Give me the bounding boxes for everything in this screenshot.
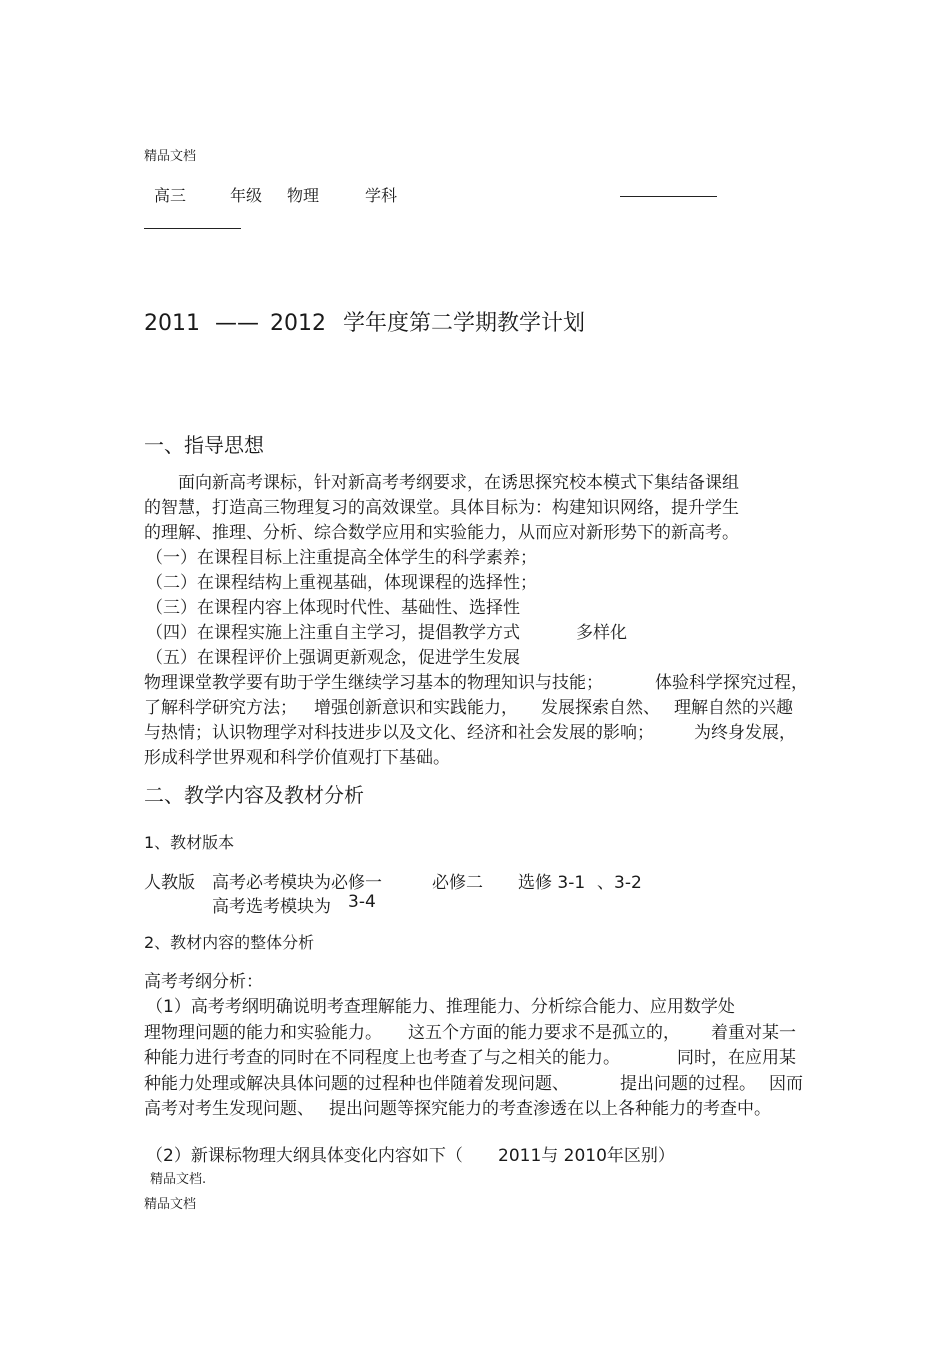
analysis-p1-seg: 种能力处理或解决具体问题的过程种也伴随着发现问题、 <box>144 1074 569 1094</box>
blank-line-date <box>144 228 241 229</box>
subject-label: 学科 <box>365 186 398 205</box>
analysis-p1-seg: 同时，在应用某 <box>677 1048 796 1068</box>
section1-para2-seg: 物理课堂教学要有助于学生继续学习基本的物理知识与技能； <box>144 673 603 693</box>
section1-para2-seg: 形成科学世界观和科学价值观打下基础。 <box>144 748 450 768</box>
analysis-p1-seg: 提出问题的过程。 <box>620 1074 756 1094</box>
optional-modules-value: 3-4 <box>348 892 376 912</box>
title-text: 学年度第二学期教学计划 <box>343 311 586 336</box>
section1-item-4: （四）在课程实施上注重自主学习，提倡教学方式 <box>146 623 520 643</box>
section1-item-1: （一）在课程目标上注重提高全体学生的科学素养； <box>146 548 537 568</box>
section1-heading: 一、指导思想 <box>144 433 264 457</box>
watermark-bottom: 精品文档 <box>144 1197 197 1212</box>
section1-para2-seg: 了解科学研究方法； <box>144 698 297 718</box>
document-title <box>144 306 585 337</box>
title-year-start: 2011 <box>144 311 200 336</box>
section1-para2-seg: 理解自然的兴趣 <box>674 698 793 718</box>
section1-item-5: （五）在课程评价上强调更新观念，促进学生发展 <box>146 648 520 668</box>
analysis-p1-seg: 着重对某一 <box>711 1023 796 1043</box>
analysis-p1-seg: 这五个方面的能力要求不是孤立的， <box>408 1023 680 1043</box>
section1-para-line: 的理解、推理、分析、综合数学应用和实验能力，从而应对新形势下的新高考。 <box>144 523 739 543</box>
grade-value: 高三 <box>154 186 187 205</box>
elective-modules: 选修 3-1 <box>518 873 586 893</box>
analysis-p1-seg: 理物理问题的能力和实验能力。 <box>144 1023 382 1043</box>
section1-para2-seg: 增强创新意识和实践能力， <box>314 698 518 718</box>
title-dash: —— <box>215 311 259 336</box>
analysis-p1-seg: 高考对考生发现问题、 <box>144 1099 314 1119</box>
analysis-p1-seg: 因而 <box>769 1074 803 1094</box>
watermark-top: 精品文档 <box>144 149 197 164</box>
section1-para2-seg: 发展探索自然、 <box>541 698 660 718</box>
textbook-edition: 人教版 <box>144 873 195 893</box>
grade-label: 年级 <box>230 186 263 205</box>
elective-modules-2: 、3-2 <box>597 873 642 893</box>
analysis-p2: （2）新课标物理大纲具体变化内容如下（ <box>146 1146 463 1166</box>
analysis-p1-seg: （1）高考考纲明确说明考查理解能力、推理能力、分析综合能力、应用数学处 <box>146 997 735 1017</box>
section2-heading: 二、教学内容及教材分析 <box>144 783 364 807</box>
section1-item-4-tail: 多样化 <box>576 623 627 643</box>
section2-sub1: 1、教材版本 <box>144 833 235 852</box>
title-year-end: 2012 <box>270 311 326 336</box>
section1-para2-seg: 体验科学探究过程， <box>655 673 808 693</box>
section1-para2-seg: 与热情；认识物理学对科技进步以及文化、 <box>144 723 467 743</box>
section1-item-2: （二）在课程结构上重视基础，体现课程的选择性； <box>146 573 537 593</box>
required-modules: 高考必考模块为必修一 <box>212 873 382 893</box>
section1-item-3: （三）在课程内容上体现时代性、基础性、选择性 <box>146 598 520 618</box>
analysis-p1-seg: 种能力进行考查的同时在不同程度上也考查了与之相关的能力。 <box>144 1048 620 1068</box>
footer-note: 精品文档. <box>150 1172 207 1187</box>
section1-para-line: 面向新高考课标，针对新高考考纲要求，在诱思探究校本模式下集结备课组 <box>178 473 739 493</box>
analysis-p1-seg: 提出问题等探究能力的考查渗透在以上各种能力的考查中。 <box>329 1099 771 1119</box>
section1-para-line: 的智慧，打造高三物理复习的高效课堂。具体目标为：构建知识网络，提升学生 <box>144 498 739 518</box>
section1-para2-seg: 为终身发展， <box>694 723 796 743</box>
section2-sub2: 2、教材内容的整体分析 <box>144 933 315 952</box>
required-modules-2: 必修二 <box>432 873 483 893</box>
section1-para2-seg: 经济和社会发展的影响； <box>467 723 654 743</box>
analysis-p2-years: 2011与 2010年区别） <box>498 1146 675 1166</box>
subject-value: 物理 <box>287 186 320 205</box>
analysis-label: 高考考纲分析： <box>144 972 263 992</box>
blank-line-teacher <box>620 196 717 197</box>
optional-modules: 高考选考模块为 <box>212 897 331 917</box>
